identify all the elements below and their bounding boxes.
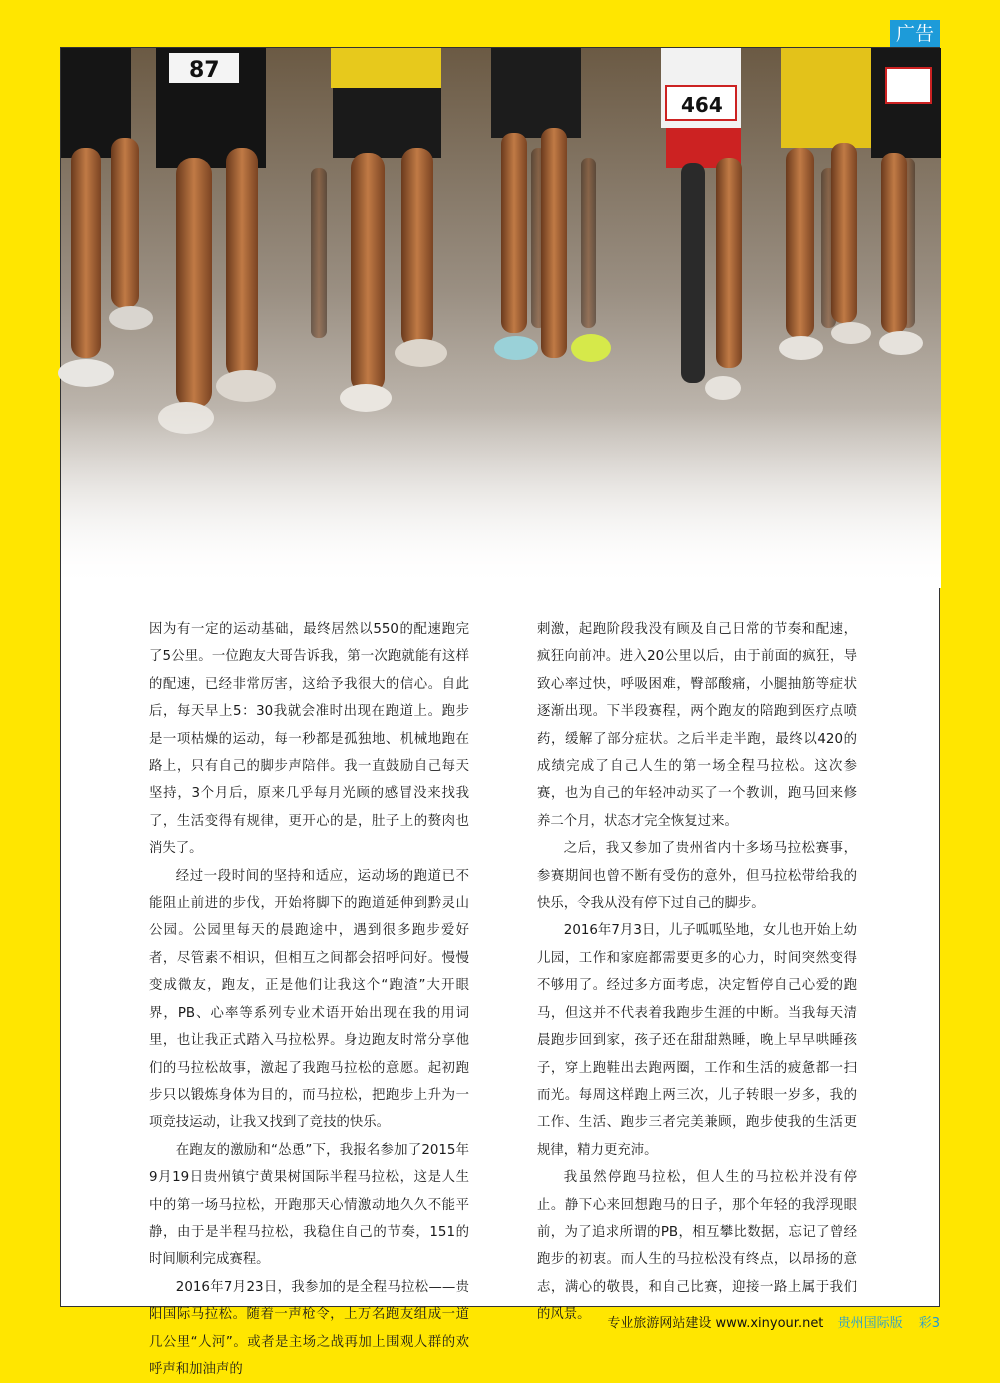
ad-label: 广告 <box>890 20 940 48</box>
article-paragraph: 2016年7月23日，我参加的是全程马拉松——贵阳国际马拉松。随着一声枪令，上万名跑友组成一道几公里“人河”。或者是主场之战再加上围观人群的欢呼声和加油声的 <box>149 1279 469 1377</box>
article-paragraph: 刺激，起跑阶段我没有顾及自己日常的节奏和配速，疯狂向前冲。进入20公里以后，由于前面的疯狂，导致心率过快，呼吸困难，臀部酸痛，小腿抽筋等症状逐渐出现。下半段赛程，两个跑友的陪跑到医疗点喷药，缓解了部分症状。之后半走半跑，最终以420的成绩完成了自己人生的第一场全程马拉松。这次参赛，也为自己的年轻冲动买了一个教训，跑马回来修养二个月，状态才完全恢复过来。 <box>537 622 857 829</box>
bib-464: 464 <box>681 93 723 117</box>
article-left-column <box>149 616 469 1383</box>
marathon-runners-photo <box>61 48 941 588</box>
page-footer <box>0 1312 940 1336</box>
article-paragraph: 经过一段时间的坚持和适应，运动场的跑道已不能阻止前进的步伐，开始将脚下的跑道延伸到黔灵山公园。公园里每天的晨跑途中，遇到很多跑步爱好者，尽管素不相识，但相互之间都会招呼问好。慢慢变成微友，跑友，正是他们让我这个“跑渣”大开眼界，PB、心率等系列专业术语开始出现在我的用词里，也让我正式踏入马拉松界。身边跑友时常分享他们的马拉松故事，激起了我跑马拉松的意愿。起初跑步只以锻炼身体为目的，而马拉松，把跑步上升为一项竞技运动，让我又找到了竞技的快乐。 <box>149 868 469 1131</box>
article-right-column <box>537 616 857 1329</box>
article-paragraph: 之后，我又参加了贵州省内十多场马拉松赛事，参赛期间也曾不断有受伤的意外，但马拉松带给我的快乐，令我从没有停下过自己的脚步。 <box>537 841 857 912</box>
bib-87: 87 <box>189 58 220 83</box>
article-paragraph: 2016年7月3日，儿子呱呱坠地，女儿也开始上幼儿园，工作和家庭都需要更多的心力，时间突然变得不够用了。经过多方面考虑，决定暂停自己心爱的跑马，但这并不代表着我跑步生涯的中断。当我每天清晨跑步回到家，孩子还在甜甜熟睡，晚上早早哄睡孩子，穿上跑鞋出去跑两圈，工作和生活的疲惫都一扫而光。每周这样跑上两三次，儿子转眼一岁多，我的工作、生活、跑步三者完美兼顾，跑步使我的生活更规律，精力更充沛。 <box>537 923 857 1158</box>
article-paragraph: 我虽然停跑马拉松，但人生的马拉松并没有停止。静下心来回想跑马的日子，那个年轻的我浮现眼前，为了追求所谓的PB，相互攀比数据，忘记了曾经跑步的初衷。而人生的马拉松没有终点，以昂扬的意志，满心的敬畏，和自己比赛，迎接一路上属于我们的风景。 <box>537 1170 857 1323</box>
page-number: 彩3 <box>918 1316 940 1331</box>
article-paragraph: 因为有一定的运动基础，最终居然以550的配速跑完了5公里。一位跑友大哥告诉我，第一次跑就能有这样的配速，已经非常厉害，这给予我很大的信心。自此后，每天早上5：30我就会准时出现在跑道上。跑步是一项枯燥的运动，每一秒都是孤独地、机械地跑在路上，只有自己的脚步声陪伴。我一直鼓励自己每天坚持，3个月后，原来几乎每月光顾的感冒没来找我了，生活变得有规律，更开心的是，肚子上的赘肉也消失了。 <box>149 622 469 857</box>
footer-website: 专业旅游网站建设 www.xinyour.net <box>607 1316 824 1331</box>
footer-edition: 贵州国际版 <box>837 1316 903 1331</box>
article-paragraph: 在跑友的激励和“怂恿”下，我报名参加了2015年9月19日贵州镇宁黄果树国际半程马拉松，这是人生中的第一场马拉松，开跑那天心情激动地久久不能平静，由于是半程马拉松，我稳住自己的节奏，151的时间顺利完成赛程。 <box>149 1142 469 1268</box>
